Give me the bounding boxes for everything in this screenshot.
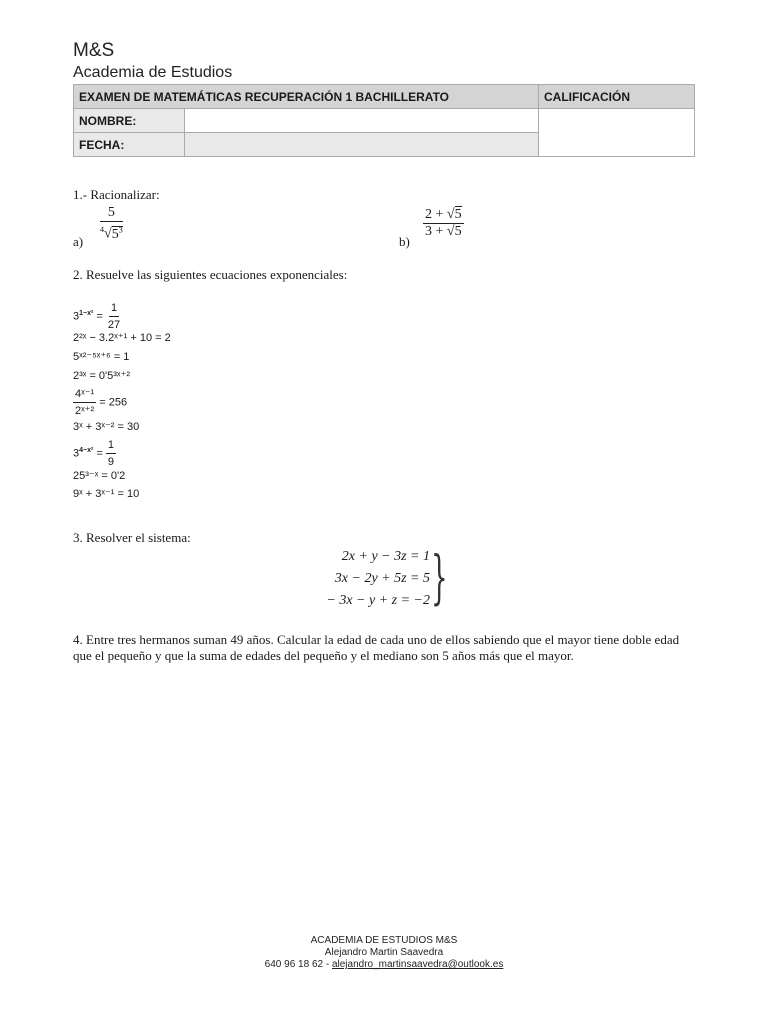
- footer-org: ACADEMIA DE ESTUDIOS M&S: [310, 935, 458, 946]
- q2-eq4: 2³ˣ = 0'5³ˣ⁺²: [73, 370, 131, 382]
- brand-subtitle: Academia de Estudios: [73, 64, 233, 81]
- q1-a-label: a): [73, 234, 84, 249]
- date-field[interactable]: [185, 133, 539, 157]
- q2-eq9: 9ˣ + 3ˣ⁻¹ = 10: [73, 488, 140, 500]
- q3-row-2: 3x − 2y + 5z = 5: [334, 571, 430, 586]
- q2-eq3: 5ˣ²⁻⁵ˣ⁺⁶ = 1: [73, 351, 130, 363]
- footer-contact: [0, 959, 768, 971]
- name-label: NOMBRE:: [74, 109, 185, 133]
- brand-name: M&S: [73, 40, 115, 61]
- q2-eq8: 25³⁻ˣ = 0'2: [73, 470, 126, 482]
- q3-title: 3. Resolver el sistema:: [73, 530, 191, 545]
- system-brace-icon: }: [431, 543, 448, 611]
- q1-b-label: b): [399, 234, 410, 249]
- q3-system: [300, 546, 430, 612]
- q1-a-root-index: 4: [100, 225, 104, 234]
- q1-b-den-lead: 3 +: [425, 224, 444, 239]
- q1-a-root-sign: √: [104, 226, 112, 242]
- q1-title: 1.- Racionalizar:: [73, 187, 160, 202]
- grade-label: CALIFICACIÓN: [539, 85, 695, 109]
- q2-title: 2. Resuelve las siguientes ecuaciones exponenciales:: [73, 267, 348, 282]
- q2-eq5: $\frac{\text{4ˣ⁻¹}}{\text{2ˣ⁺²}}$ = 256: [75, 388, 128, 417]
- footer-author: Alejandro Martin Saavedra: [324, 947, 444, 958]
- q4-text: 4. Entre tres hermanos suman 49 años. Calcular la edad de cada uno de ellos sabiendo que el mayor tiene doble edad que el pequeño y que la suma de edades del pequeño y el mediano son 5 años más que el mayor.: [73, 632, 680, 663]
- q1-b-num-lead: 2 +: [425, 207, 444, 222]
- q1-a-fraction: [98, 205, 125, 243]
- q1-b-fraction: $\frac{2 + √5}{3 + √5}$: [425, 207, 462, 239]
- q2-eq6: 3ˣ + 3ˣ⁻² = 30: [73, 421, 140, 433]
- footer-email-link[interactable]: alejandro_martinsaavedra@outlook.es: [331, 959, 504, 970]
- grade-field[interactable]: [539, 109, 695, 157]
- q1-a-radicand: 5: [111, 226, 119, 242]
- date-label: FECHA:: [74, 133, 185, 157]
- name-field[interactable]: [185, 109, 539, 133]
- q2-eq2: 2²ˣ − 3.2ˣ⁺¹ + 10 = 2: [73, 332, 171, 344]
- q1-a-exponent: 3: [118, 225, 123, 234]
- q2-eq1: $3^{1-x^2}$ = $\frac{1}{27}$: [73, 302, 121, 331]
- q1-a-numerator: 5: [100, 205, 123, 222]
- q3-row-3: − 3x − y + z = −2: [326, 593, 430, 608]
- exam-title: EXAMEN DE MATEMÁTICAS RECUPERACIÓN 1 BACHILLERATO: [74, 85, 539, 109]
- footer-phone: 640 96 18 62 -: [264, 959, 332, 970]
- exam-header-table: [73, 84, 695, 157]
- q1-b-num-radicand: 5: [454, 207, 462, 222]
- q3-row-1: 2x + y − 3z = 1: [341, 549, 430, 564]
- q1-b-den-radicand: 5: [454, 224, 462, 239]
- q2-eq7: $3^{4-x^2}$ = $\frac{1}{9}$: [73, 439, 115, 468]
